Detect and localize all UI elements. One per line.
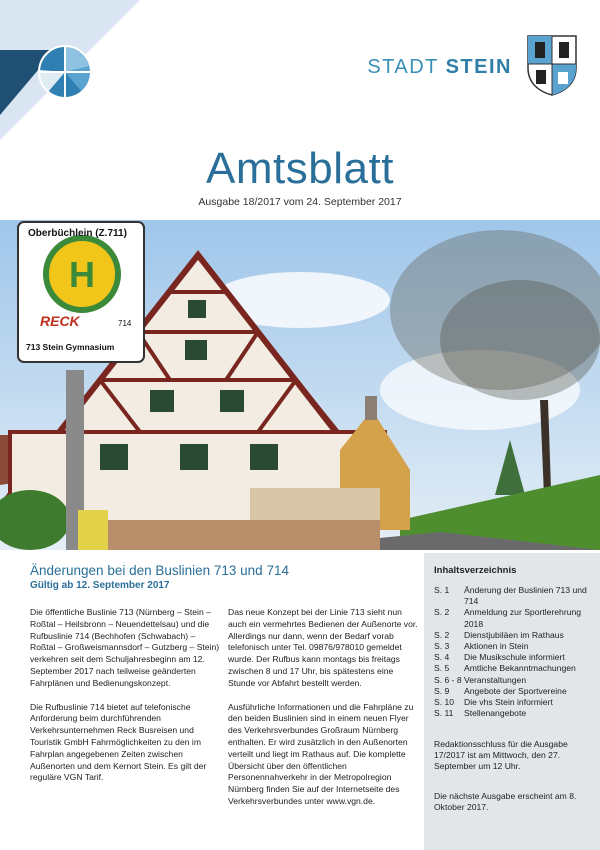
- sign-line-number: 714: [118, 319, 132, 328]
- toc-page: S. 2: [434, 629, 450, 640]
- toc-item[interactable]: [434, 675, 596, 686]
- sign-operator: RECK: [40, 313, 80, 329]
- toc-page: S. 9: [434, 685, 450, 696]
- toc-label: Veranstaltungen: [464, 674, 527, 685]
- toc-label: Anmeldung zur Sportlerehrung 2018: [464, 607, 582, 629]
- deadline-note: Redaktionsschluss für die Ausgabe 17/2017 ist am Mittwoch, den 27. September um 12 Uhr.: [434, 739, 568, 772]
- article-headline: Änderungen bei den Buslinien 713 und 714: [30, 563, 289, 578]
- issue-date: Ausgabe 18/2017 vom 24. September 2017: [198, 196, 402, 208]
- sign-stop-name: Oberbüchlein (Z.711): [28, 228, 127, 239]
- toc-label: Stellenangebote: [464, 708, 527, 719]
- town-brand: [367, 56, 512, 79]
- toc-page: S. 1: [434, 585, 450, 595]
- article-subhead: Gültig ab 12. September 2017: [30, 580, 170, 591]
- toc-item[interactable]: [434, 663, 596, 674]
- article-paragraph: Die öffentliche Buslinie 713 (Nürnberg – Stein – Roßtal – Heilsbronn – Neuendettelsau) und die Rufbuslinie 714 (Bechhofen (Schwabach) – Roßtal – Großweismannsdorf – Gutzberg – Stein) verkehren seit dem Schuljahresbeginn am 12. September 2017 nach teilweise geänderten Fahrplänen und Bedienungskonzept.: [30, 607, 220, 688]
- toc-label: Amtliche Bekanntmachungen: [464, 663, 576, 674]
- brand-light: STADT: [367, 56, 439, 78]
- toc-item[interactable]: [434, 585, 596, 607]
- corner-logo-graphic: [0, 0, 140, 140]
- cover-photo: [0, 220, 600, 550]
- next-issue-note: Die nächste Ausgabe erscheint am 8. Oktober 2017.: [434, 791, 577, 813]
- toc-label: Die Musikschule informiert: [464, 652, 565, 663]
- toc-item[interactable]: [434, 607, 596, 629]
- brand-bold: STEIN: [445, 56, 512, 78]
- toc-page: S. 11: [434, 708, 454, 719]
- toc-label: Dienstjubiläen im Rathaus: [464, 629, 564, 640]
- toc-label: Angebote der Sportvereine: [464, 685, 567, 696]
- article-paragraph: Das neue Konzept bei der Linie 713 sieht nun auch ein vermehrtes Bedienen der Außenorte vor. Allerdings nur dann, wenn der Bedarf vorab telefonisch unter Tel. 09876/978010 gemeldet wurde. Der Rufbus kann montags bis freitags zwischen 8 und 17 Uhr, bis spätestens eine Stunde vor Abfahrt bestellt werden.: [228, 607, 418, 688]
- toc-page: S. 3: [434, 641, 450, 652]
- coat-of-arms-icon: [526, 34, 578, 96]
- toc-item[interactable]: [434, 686, 596, 697]
- newsletter-title: Amtsblatt: [206, 144, 394, 193]
- toc-title: Inhaltsverzeichnis: [434, 565, 517, 576]
- toc-item[interactable]: [434, 630, 596, 641]
- toc-item[interactable]: [434, 641, 596, 652]
- main-article: [30, 563, 420, 806]
- toc-list: [434, 585, 596, 719]
- sign-h-letter: H: [69, 254, 95, 295]
- article-column-left: [30, 607, 220, 796]
- article-paragraph: Ausführliche Informationen und die Fahrpläne zu den beiden Buslinien sind in einem neuen Flyer des Verkehrsverbundes Großraum Nürnberg enthalten. Er wird zusätzlich in den Außenorten verteilt und liegt im Rathaus auf. Die komplette Übersicht über den öffentlichen Personennahverkehr in der Metropolregion Nürnberg finden Sie auf der Internetseite des Verkehrsverbundes unter www.vgn.de.: [228, 701, 414, 806]
- article-paragraph: Die Rufbuslinie 714 bietet auf telefonische Anforderung beim durchführenden Verkehrsunternehmen Reck Busreisen und Touristik GmbH Fahrmöglichkeiten zu den im Fahrplan angegebenen Zeiten zwischen Außenorten und dem Kernort Stein. Es gilt der reguläre VGN Tarif.: [30, 701, 207, 783]
- table-of-contents-sidebar: [424, 553, 600, 850]
- toc-item[interactable]: [434, 652, 596, 663]
- toc-page: S. 4: [434, 652, 450, 663]
- toc-page: S. 5: [434, 663, 450, 674]
- toc-label: Die vhs Stein informiert: [464, 697, 553, 708]
- toc-item[interactable]: [434, 697, 596, 708]
- toc-label: Änderung der Buslinien 713 und 714: [464, 585, 587, 607]
- toc-item[interactable]: [434, 708, 596, 719]
- sign-route: 713 Stein Gymnasium: [26, 342, 115, 352]
- toc-page: S. 2: [434, 607, 450, 618]
- toc-page: S. 10: [434, 697, 455, 708]
- toc-label: Aktionen in Stein: [464, 641, 529, 652]
- article-column-right: [228, 607, 418, 820]
- toc-page: S. 6 - 8: [434, 674, 462, 685]
